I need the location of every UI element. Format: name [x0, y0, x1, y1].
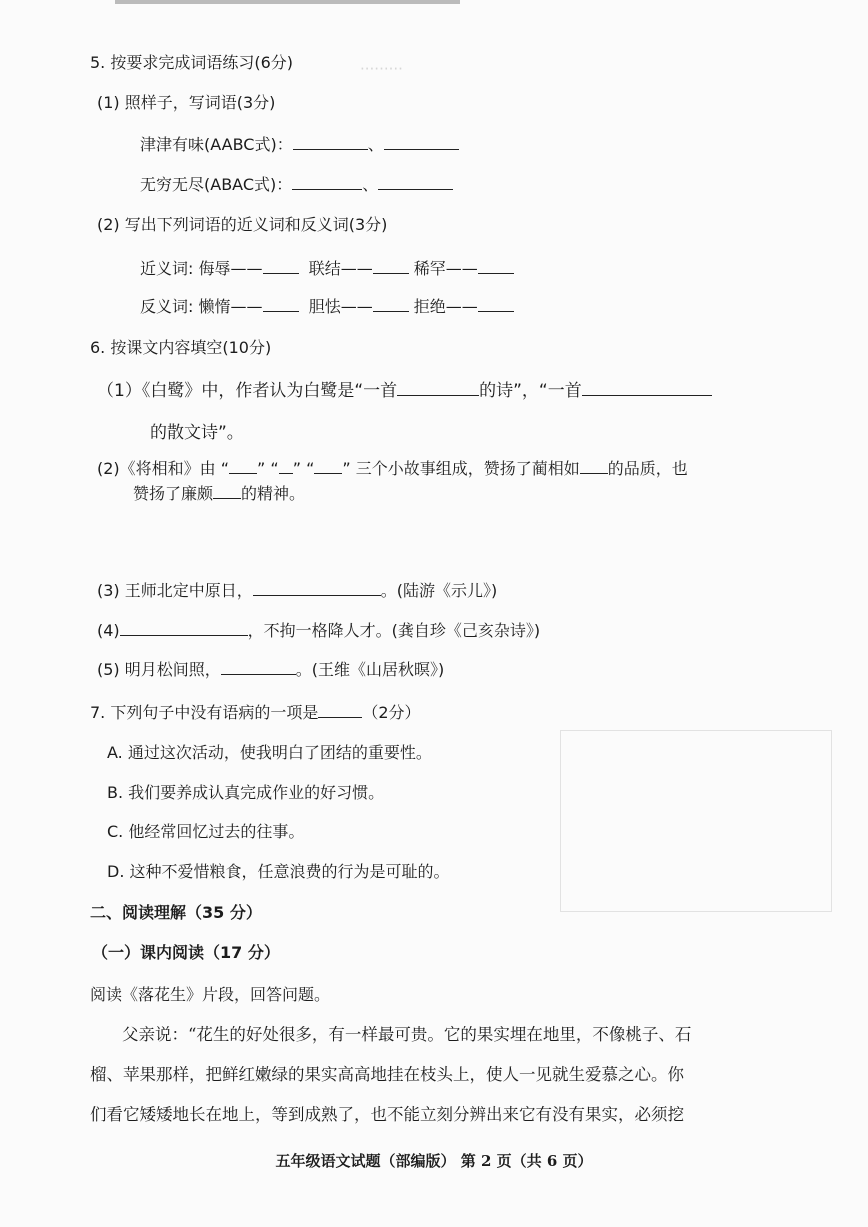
q6-part5: (5) 明月松间照， 。(王维《山居秋暝》)	[97, 660, 445, 679]
answer-blank[interactable]	[378, 174, 453, 190]
answer-blank[interactable]	[314, 458, 342, 474]
q6-part2-line2: 赞扬了廉颇 的精神。	[133, 484, 306, 503]
answer-blank[interactable]	[293, 134, 368, 150]
q7-option-d: D. 这种不爱惜粮食，任意浪费的行为是可耻的。	[107, 862, 450, 881]
scan-top-edge	[115, 0, 460, 4]
q6-part1-line2: 的散文诗”。	[150, 423, 244, 443]
section2-subtitle: （一）课内阅读（17 分）	[92, 943, 280, 962]
answer-blank[interactable]	[384, 134, 459, 150]
q5-part1-line2: 无穷无尽(ABAC式)： 、	[140, 174, 453, 196]
bleed-through-grid	[560, 730, 832, 912]
answer-blank[interactable]	[253, 580, 381, 596]
q5-abac-label: 无穷无尽(ABAC式)：	[140, 175, 293, 194]
answer-blank[interactable]	[478, 296, 514, 312]
answer-blank[interactable]	[582, 380, 712, 396]
q5-antonyms-row: 反义词: 懒惰—— 胆怯—— 拒绝——	[140, 296, 514, 318]
q7-option-c: C. 他经常回忆过去的往事。	[107, 822, 305, 841]
answer-blank[interactable]	[120, 620, 248, 636]
answer-blank[interactable]	[229, 458, 257, 474]
section2-title: 二、阅读理解（35 分）	[90, 903, 262, 922]
answer-blank[interactable]	[373, 258, 409, 274]
q5-part2-title: (2) 写出下列词语的近义词和反义词(3分)	[97, 215, 388, 234]
answer-blank[interactable]	[279, 458, 293, 474]
answer-blank[interactable]	[318, 702, 362, 718]
passage-line-3: 们看它矮矮地长在地上，等到成熟了，也不能立刻分辨出来它有没有果实，必须挖	[90, 1105, 684, 1124]
q6-part1-line1: （1）《白鹭》中，作者认为白鹭是“一首 的诗”，“一首	[97, 380, 712, 402]
answer-blank[interactable]	[292, 174, 362, 190]
passage-line-1: 父亲说：“花生的好处很多，有一样最可贵。它的果实埋在地里，不像桃子、石	[122, 1025, 692, 1044]
q6-part2-line1: (2)《将相和》由 “ ” “ ” “ ” 三个小故事组成，赞扬了蔺相如 的品质，也	[97, 459, 688, 478]
q5-synonyms-row: 近义词: 侮辱—— 联结—— 稀罕——	[140, 258, 514, 280]
bleed-through-text: ·········	[360, 60, 403, 78]
q5-part1-line1: 津津有味(AABC式)： 、	[140, 134, 459, 156]
q7-option-a: A. 通过这次活动，使我明白了团结的重要性。	[107, 743, 432, 762]
answer-blank[interactable]	[221, 659, 296, 675]
answer-blank[interactable]	[263, 258, 299, 274]
q6-title: 6. 按课文内容填空(10分)	[90, 338, 272, 357]
q7-option-b: B. 我们要养成认真完成作业的好习惯。	[107, 783, 385, 802]
passage-line-2: 榴、苹果那样，把鲜红嫩绿的果实高高地挂在枝头上，使人一见就生爱慕之心。你	[90, 1065, 684, 1084]
answer-blank[interactable]	[263, 296, 299, 312]
answer-blank[interactable]	[580, 458, 608, 474]
q5-title: 5. 按要求完成词语练习(6分)	[90, 53, 294, 72]
section2-instruction: 阅读《落花生》片段，回答问题。	[90, 985, 331, 1004]
answer-blank[interactable]	[373, 296, 409, 312]
q7-title: 7. 下列句子中没有语病的一项是 （2分）	[90, 703, 421, 722]
q6-part3: (3) 王师北定中原日， 。(陆游《示儿》)	[97, 581, 498, 600]
q6-part4: (4) ，不拘一格降人才。(龚自珍《己亥杂诗》)	[97, 621, 541, 640]
q5-part1-title: (1) 照样子，写词语(3分)	[97, 93, 276, 112]
answer-blank[interactable]	[478, 258, 514, 274]
answer-blank[interactable]	[397, 380, 479, 396]
q5-aabc-label: 津津有味(AABC式)：	[140, 135, 293, 154]
page-footer: 五年级语文试题（部编版） 第 2 页（共 6 页）	[275, 1152, 593, 1170]
answer-blank[interactable]	[213, 483, 241, 499]
